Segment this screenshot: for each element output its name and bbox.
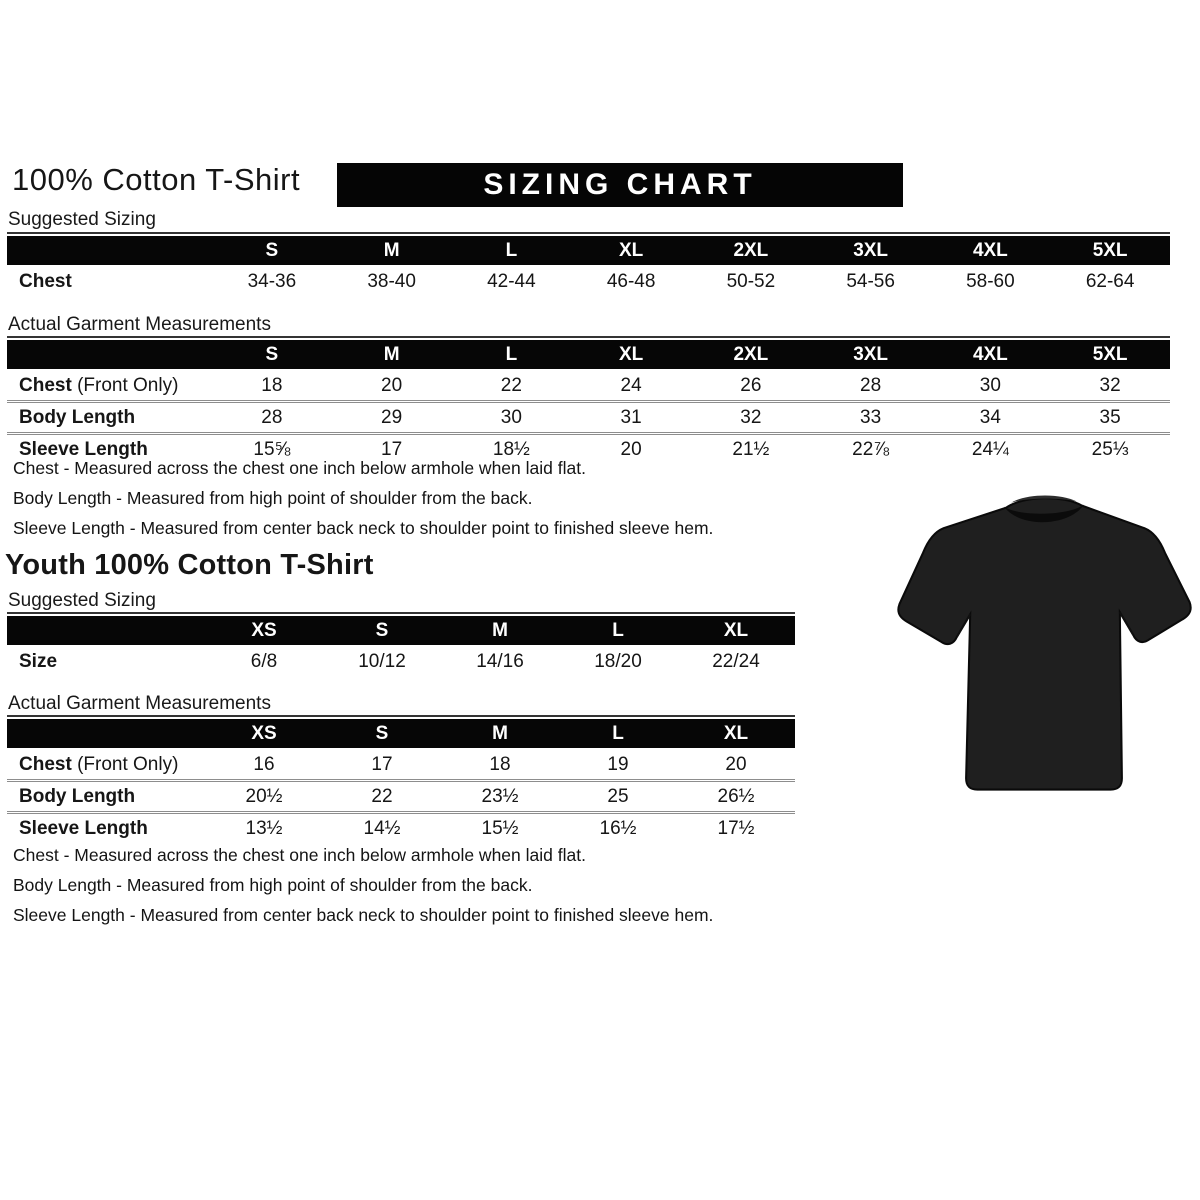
youth-suggested-sizing-label: Suggested Sizing	[8, 590, 156, 611]
measurement-value: 26	[691, 370, 811, 402]
measurement-value: 34	[931, 402, 1051, 434]
measurement-value: 24¼	[931, 434, 1051, 465]
measurement-row	[7, 646, 795, 676]
measurement-value: 26½	[677, 781, 795, 813]
adult-actual-measurements-table-wrap	[7, 336, 1170, 464]
measurement-value: 23½	[441, 781, 559, 813]
youth-actual-measurements-table-wrap	[7, 715, 795, 843]
measurement-value: 33	[811, 402, 931, 434]
size-column-header: XS	[205, 616, 323, 646]
measurement-value: 6/8	[205, 646, 323, 676]
measurement-row	[7, 781, 795, 813]
measurement-value: 24	[571, 370, 691, 402]
size-column-header: 3XL	[811, 340, 931, 370]
measurement-value: 46-48	[571, 266, 691, 296]
adult-actual-measurements-table	[7, 340, 1170, 464]
measurement-value: 22	[452, 370, 572, 402]
youth-suggested-sizing-table	[7, 616, 795, 676]
measurement-note: Body Length - Measured from high point of shoulder from the back.	[13, 875, 533, 895]
measurement-value: 17½	[677, 813, 795, 844]
measurement-value: 18	[441, 749, 559, 781]
adult-section-title: 100% Cotton T-Shirt	[12, 162, 301, 197]
measurement-note: Body Length - Measured from high point of shoulder from the back.	[13, 488, 533, 508]
sizing-chart-banner	[337, 163, 903, 207]
measurement-value: 31	[571, 402, 691, 434]
size-column-header: 2XL	[691, 236, 811, 266]
tshirt-body-shape	[898, 498, 1190, 789]
measurement-value: 15⅝	[212, 434, 332, 465]
measurement-note: Chest - Measured across the chest one inch below armhole when laid flat.	[13, 458, 586, 478]
row-label: Sleeve Length	[7, 813, 205, 844]
measurement-value: 22/24	[677, 646, 795, 676]
size-column-header: XS	[205, 719, 323, 749]
size-column-header: S	[323, 719, 441, 749]
adult-suggested-sizing-table-wrap	[7, 232, 1170, 296]
tshirt-product-image	[890, 479, 1198, 807]
adult-measurement-notes	[13, 453, 713, 543]
size-column-header: M	[332, 236, 452, 266]
measurement-row	[7, 402, 1170, 434]
table-corner	[7, 340, 212, 370]
measurement-value: 38-40	[332, 266, 452, 296]
size-column-header: XL	[571, 340, 691, 370]
measurement-value: 30	[452, 402, 572, 434]
size-column-header: 4XL	[931, 340, 1051, 370]
row-label: Chest	[7, 266, 212, 296]
size-column-header: L	[452, 340, 572, 370]
measurement-value: 62-64	[1050, 266, 1170, 296]
measurement-row	[7, 266, 1170, 296]
row-label: Body Length	[7, 781, 205, 813]
measurement-note: Sleeve Length - Measured from center back neck to shoulder point to finished sleeve hem.	[13, 518, 714, 538]
measurement-value: 10/12	[323, 646, 441, 676]
size-column-header: 3XL	[811, 236, 931, 266]
size-column-header: XL	[571, 236, 691, 266]
measurement-value: 22	[323, 781, 441, 813]
row-label: Chest (Front Only)	[7, 749, 205, 781]
measurement-value: 15½	[441, 813, 559, 844]
measurement-value: 18/20	[559, 646, 677, 676]
measurement-note: Chest - Measured across the chest one inch below armhole when laid flat.	[13, 845, 586, 865]
size-column-header: XL	[677, 719, 795, 749]
adult-suggested-sizing-label: Suggested Sizing	[8, 209, 156, 230]
youth-section-title: Youth 100% Cotton T-Shirt	[5, 549, 374, 581]
size-column-header: S	[212, 340, 332, 370]
measurement-row	[7, 749, 795, 781]
measurement-value: 18	[212, 370, 332, 402]
size-column-header: S	[323, 616, 441, 646]
size-column-header: 5XL	[1050, 236, 1170, 266]
adult-actual-measurements-label: Actual Garment Measurements	[8, 314, 271, 335]
table-corner	[7, 616, 205, 646]
size-column-header: S	[212, 236, 332, 266]
measurement-value: 20	[332, 370, 452, 402]
size-column-header: XL	[677, 616, 795, 646]
table-corner	[7, 719, 205, 749]
size-column-header: L	[559, 719, 677, 749]
size-column-header: M	[332, 340, 452, 370]
measurement-value: 32	[1050, 370, 1170, 402]
measurement-value: 16½	[559, 813, 677, 844]
measurement-value: 21½	[691, 434, 811, 465]
size-column-header: M	[441, 616, 559, 646]
measurement-value: 42-44	[452, 266, 572, 296]
adult-suggested-sizing-table	[7, 236, 1170, 296]
measurement-row	[7, 370, 1170, 402]
measurement-value: 25⅓	[1050, 434, 1170, 465]
size-column-header: M	[441, 719, 559, 749]
youth-actual-measurements-table	[7, 719, 795, 843]
measurement-value: 17	[323, 749, 441, 781]
size-column-header: 4XL	[931, 236, 1051, 266]
measurement-value: 58-60	[931, 266, 1051, 296]
measurement-value: 14/16	[441, 646, 559, 676]
measurement-value: 28	[811, 370, 931, 402]
measurement-value: 13½	[205, 813, 323, 844]
row-label: Chest (Front Only)	[7, 370, 212, 402]
size-column-header: 2XL	[691, 340, 811, 370]
table-corner	[7, 236, 212, 266]
size-column-header: 5XL	[1050, 340, 1170, 370]
measurement-value: 29	[332, 402, 452, 434]
measurement-value: 19	[559, 749, 677, 781]
measurement-value: 20½	[205, 781, 323, 813]
measurement-note: Sleeve Length - Measured from center back neck to shoulder point to finished sleeve hem.	[13, 905, 714, 925]
measurement-value: 30	[931, 370, 1051, 402]
size-column-header: L	[452, 236, 572, 266]
measurement-value: 16	[205, 749, 323, 781]
row-label: Body Length	[7, 402, 212, 434]
row-label: Sleeve Length	[7, 434, 212, 465]
size-column-header: L	[559, 616, 677, 646]
row-label: Size	[7, 646, 205, 676]
youth-actual-measurements-label: Actual Garment Measurements	[8, 693, 271, 714]
youth-suggested-sizing-table-wrap	[7, 612, 795, 676]
measurement-value: 35	[1050, 402, 1170, 434]
measurement-value: 28	[212, 402, 332, 434]
measurement-value: 32	[691, 402, 811, 434]
measurement-value: 22⅞	[811, 434, 931, 465]
measurement-row	[7, 813, 795, 844]
measurement-value: 54-56	[811, 266, 931, 296]
measurement-value: 14½	[323, 813, 441, 844]
sizing-chart-banner-text: SIZING CHART	[483, 168, 757, 201]
measurement-value: 17	[332, 434, 452, 465]
measurement-value: 18½	[452, 434, 572, 465]
measurement-value: 20	[571, 434, 691, 465]
youth-measurement-notes	[13, 840, 713, 930]
measurement-value: 25	[559, 781, 677, 813]
measurement-value: 34-36	[212, 266, 332, 296]
measurement-value: 20	[677, 749, 795, 781]
measurement-value: 50-52	[691, 266, 811, 296]
